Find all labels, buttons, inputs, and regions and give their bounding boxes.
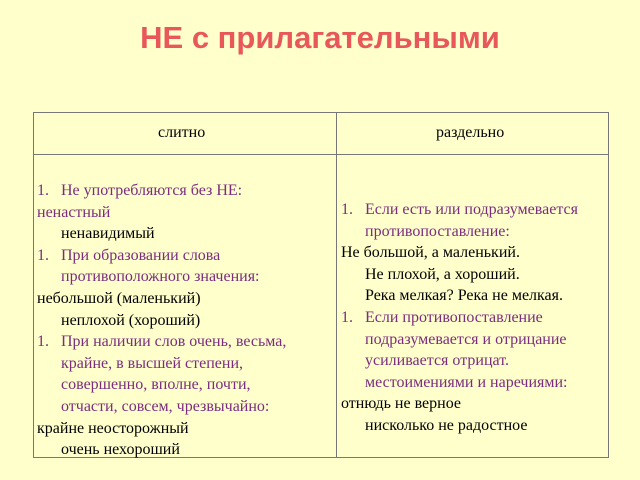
rule-text: При наличии слов очень, весьма, [61,333,287,351]
example-phrase: нисколько не радостное [365,416,528,434]
header-divider [34,154,608,155]
rule-text: При образовании слова [61,246,221,264]
rule-text-continued: противопоставление: [365,222,510,240]
example-phrase: Не плохой, а хороший. [365,265,520,283]
rule-number: 1. [341,308,353,326]
example-phrase: Река мелкая? Река не мелкая. [365,287,564,305]
rule-number: 1. [37,182,49,199]
rule-text-continued: местоимениями и наречиями: [365,373,568,391]
rule-item [37,180,333,202]
rule-text: Если есть или подразумевается [365,201,578,218]
rule-item [37,331,333,353]
rule-number: 1. [37,333,49,351]
rule-item [341,307,609,329]
header-separate: раздельно [436,124,505,141]
rule-text: Не употребляются без НЕ: [61,182,243,199]
example-word: крайне неосторожный [37,419,189,437]
rule-text-continued: противоположного значения: [61,268,260,286]
column-together [37,180,333,461]
example-word: ненастный [37,203,111,221]
rule-text-continued: совершенно, вполне, почти, [61,376,251,394]
example-word: очень нехороший [61,441,180,459]
rule-text: Если противопоставление [365,308,543,326]
rule-text-continued: усиливается отрицат. [365,352,509,370]
rule-number: 1. [341,201,353,218]
example-word: неплохой (хороший) [61,311,201,329]
rule-text-continued: подразумевается и отрицание [365,330,567,348]
page-title: НЕ с прилагательными [140,20,500,55]
example-phrase: отнюдь не верное [341,395,462,413]
header-together: слитно [158,124,206,141]
rule-item [37,245,333,267]
example-phrase: Не большой, а маленький. [341,244,520,262]
column-separate [341,199,609,437]
rule-item [341,199,609,221]
rule-text-continued: крайне, в высшей степени, [61,354,244,372]
example-word: ненавидимый [61,225,155,243]
column-divider [336,113,337,457]
rules-table [33,112,609,458]
rule-number: 1. [37,246,49,264]
example-word: небольшой (маленький) [37,289,201,307]
rule-text-continued: отчасти, совсем, чрезвычайно: [61,397,270,415]
